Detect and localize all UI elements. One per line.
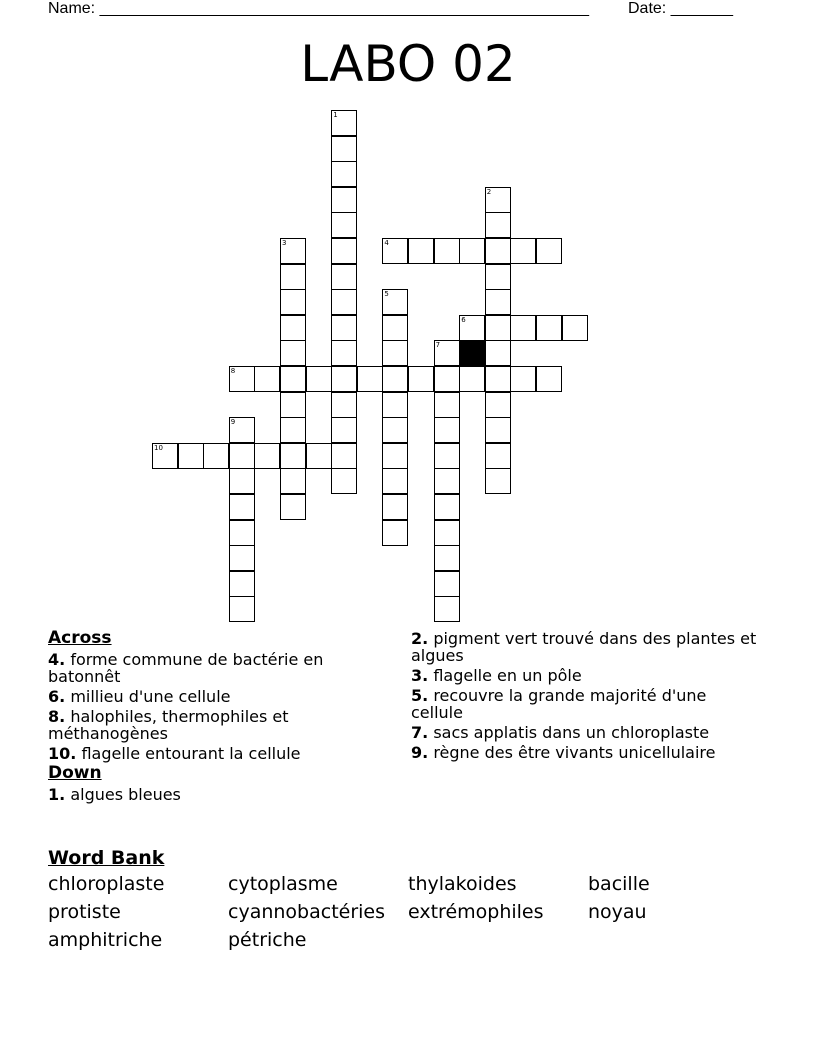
clue-number-label: 9 [230, 418, 236, 427]
grid-cell[interactable] [280, 468, 306, 494]
clue-text: forme commune de bactérie en batonnêt [48, 650, 324, 686]
grid-cell[interactable] [485, 212, 511, 238]
grid-cell[interactable] [382, 520, 408, 546]
grid-cell[interactable] [434, 494, 460, 520]
grid-cell[interactable] [280, 392, 306, 418]
clue-number: 6. [48, 687, 66, 706]
clue-across-8 [48, 708, 378, 742]
grid-cell[interactable] [229, 417, 255, 443]
grid-cell[interactable] [203, 443, 229, 469]
word-bank-word: chloroplaste [48, 873, 165, 895]
grid-cell[interactable] [229, 366, 255, 392]
grid-cell[interactable] [434, 520, 460, 546]
grid-cell[interactable] [331, 366, 357, 392]
word-bank-title: Word Bank [48, 847, 165, 869]
grid-cell[interactable] [382, 468, 408, 494]
clue-down-1 [48, 786, 378, 803]
grid-cell[interactable] [408, 366, 434, 392]
word-bank-word: bacille [588, 873, 650, 895]
clue-number-label: 8 [230, 367, 236, 375]
clue-number-label: 10 [154, 443, 163, 452]
grid-cell[interactable] [485, 340, 511, 366]
grid-cell[interactable] [331, 212, 357, 238]
down-heading: Down [48, 763, 102, 783]
clue-number: 7. [411, 723, 429, 742]
name-field-label[interactable]: Name: _______________________________________________________ [48, 0, 589, 17]
clue-number-label: 2 [486, 187, 492, 196]
clue-number-label: 3 [282, 239, 287, 247]
grid-cell[interactable] [459, 366, 485, 392]
grid-cell[interactable] [331, 315, 357, 341]
grid-cell[interactable] [434, 468, 460, 494]
clue-across-6 [48, 688, 378, 705]
grid-cell[interactable] [280, 238, 306, 264]
clues-left-column [48, 630, 378, 806]
grid-cell[interactable] [536, 315, 562, 341]
grid-cell[interactable] [510, 366, 536, 392]
grid-cell[interactable] [434, 366, 460, 392]
grid-cell[interactable] [536, 238, 562, 264]
clue-text: flagelle en un pôle [433, 666, 582, 685]
grid-cell[interactable] [382, 340, 408, 366]
grid-cell[interactable] [434, 545, 460, 571]
word-bank-word: cytoplasme [228, 873, 338, 895]
clue-text: halophiles, thermophiles et méthanogènes [48, 707, 289, 743]
grid-cell[interactable] [280, 417, 306, 443]
grid-cell[interactable] [434, 596, 460, 622]
grid-cell[interactable] [229, 545, 255, 571]
grid-cell[interactable] [306, 366, 332, 392]
grid-cell[interactable] [331, 187, 357, 213]
grid-cell[interactable] [434, 340, 460, 366]
word-bank-word: noyau [588, 901, 647, 923]
grid-cell[interactable] [280, 315, 306, 341]
grid-cell[interactable] [485, 264, 511, 290]
clue-number: 9. [411, 743, 429, 762]
clues-right-column [411, 630, 761, 764]
grid-cell[interactable] [331, 136, 357, 162]
grid-cell[interactable] [229, 520, 255, 546]
clue-number: 3. [411, 666, 429, 685]
grid-cell[interactable] [485, 238, 511, 264]
grid-cell[interactable] [434, 392, 460, 418]
grid-cell[interactable] [254, 443, 280, 469]
grid-cell[interactable] [280, 494, 306, 520]
grid-cell[interactable] [229, 494, 255, 520]
grid-cell[interactable] [229, 468, 255, 494]
grid-cell[interactable] [280, 443, 306, 469]
grid-cell[interactable] [382, 289, 408, 315]
grid-cell[interactable] [382, 417, 408, 443]
clue-across-10 [48, 745, 378, 762]
date-field-label[interactable]: Date: _______ [628, 0, 733, 17]
clue-down-7 [411, 724, 761, 741]
clue-text: millieu d'une cellule [70, 687, 231, 706]
word-bank-word: extrémophiles [408, 901, 544, 923]
clue-text: sacs applatis dans un chloroplaste [433, 723, 710, 742]
grid-cell[interactable] [382, 238, 408, 264]
grid-cell[interactable] [229, 596, 255, 622]
grid-cell[interactable] [331, 443, 357, 469]
grid-cell[interactable] [331, 340, 357, 366]
grid-cell[interactable] [382, 315, 408, 341]
grid-cell[interactable] [382, 443, 408, 469]
grid-cell[interactable] [510, 238, 536, 264]
grid-cell[interactable] [331, 161, 357, 187]
grid-cell[interactable] [485, 468, 511, 494]
grid-cell[interactable] [306, 443, 332, 469]
grid-cell[interactable] [562, 315, 588, 341]
word-bank-word: cyannobactéries [228, 901, 386, 923]
grid-cell[interactable] [331, 264, 357, 290]
clue-down-2 [411, 630, 761, 664]
grid-cell[interactable] [485, 289, 511, 315]
grid-cell[interactable] [331, 468, 357, 494]
grid-cell[interactable] [485, 315, 511, 341]
grid-cell[interactable] [459, 315, 485, 341]
grid-cell[interactable] [280, 340, 306, 366]
word-bank-word: amphitriche [48, 929, 163, 951]
grid-cell[interactable] [357, 366, 383, 392]
clue-number: 5. [411, 686, 429, 705]
grid-cell[interactable] [229, 571, 255, 597]
grid-cell[interactable] [382, 366, 408, 392]
grid-cell[interactable] [331, 110, 357, 136]
grid-cell[interactable] [434, 443, 460, 469]
clue-number: 10. [48, 744, 77, 763]
word-bank-word: protiste [48, 901, 121, 923]
grid-cell[interactable] [254, 366, 280, 392]
grid-cell[interactable] [331, 392, 357, 418]
grid-cell[interactable] [485, 392, 511, 418]
clue-text: algues bleues [70, 785, 181, 804]
grid-cell[interactable] [510, 315, 536, 341]
clue-number-label: 6 [461, 315, 466, 324]
grid-cell[interactable] [434, 417, 460, 443]
grid-cell[interactable] [280, 264, 306, 290]
across-heading: Across [48, 628, 112, 648]
clue-text: règne des être vivants unicellulaire [433, 743, 716, 762]
word-bank [48, 846, 768, 954]
clue-number-label: 1 [333, 111, 338, 119]
grid-cell[interactable] [331, 238, 357, 264]
clue-across-4 [48, 651, 378, 685]
grid-cell[interactable] [382, 494, 408, 520]
word-bank-word: pétriche [228, 929, 307, 951]
clue-text: pigment vert trouvé dans des plantes et algues [411, 629, 757, 665]
grid-cell[interactable] [485, 187, 511, 213]
word-bank-word: thylakoides [408, 873, 517, 895]
grid-cell[interactable] [280, 366, 306, 392]
clue-down-5 [411, 687, 761, 721]
grid-cell[interactable] [229, 443, 255, 469]
clue-number: 2. [411, 629, 429, 648]
grid-cell[interactable] [382, 392, 408, 418]
black-cell [459, 340, 485, 366]
clue-down-9 [411, 744, 761, 761]
clue-number: 1. [48, 785, 66, 804]
grid-cell[interactable] [178, 443, 204, 469]
grid-cell[interactable] [459, 238, 485, 264]
grid-cell[interactable] [408, 238, 434, 264]
grid-cell[interactable] [152, 443, 178, 469]
clue-down-3 [411, 667, 761, 684]
grid-cell[interactable] [485, 443, 511, 469]
clue-number-label: 5 [384, 290, 389, 299]
clue-number: 8. [48, 707, 66, 726]
clue-number-label: 4 [384, 239, 389, 247]
clue-number-label: 7 [435, 341, 441, 350]
grid-cell[interactable] [331, 417, 357, 443]
grid-cell[interactable] [485, 417, 511, 443]
grid-cell[interactable] [331, 289, 357, 315]
clue-number: 4. [48, 650, 66, 669]
grid-cell[interactable] [434, 571, 460, 597]
grid-cell[interactable] [434, 238, 460, 264]
page-title: LABO 02 [300, 35, 516, 93]
clue-text: flagelle entourant la cellule [81, 744, 301, 763]
grid-cell[interactable] [485, 366, 511, 392]
grid-cell[interactable] [280, 289, 306, 315]
grid-cell[interactable] [536, 366, 562, 392]
clue-text: recouvre la grande majorité d'une cellule [411, 686, 707, 722]
